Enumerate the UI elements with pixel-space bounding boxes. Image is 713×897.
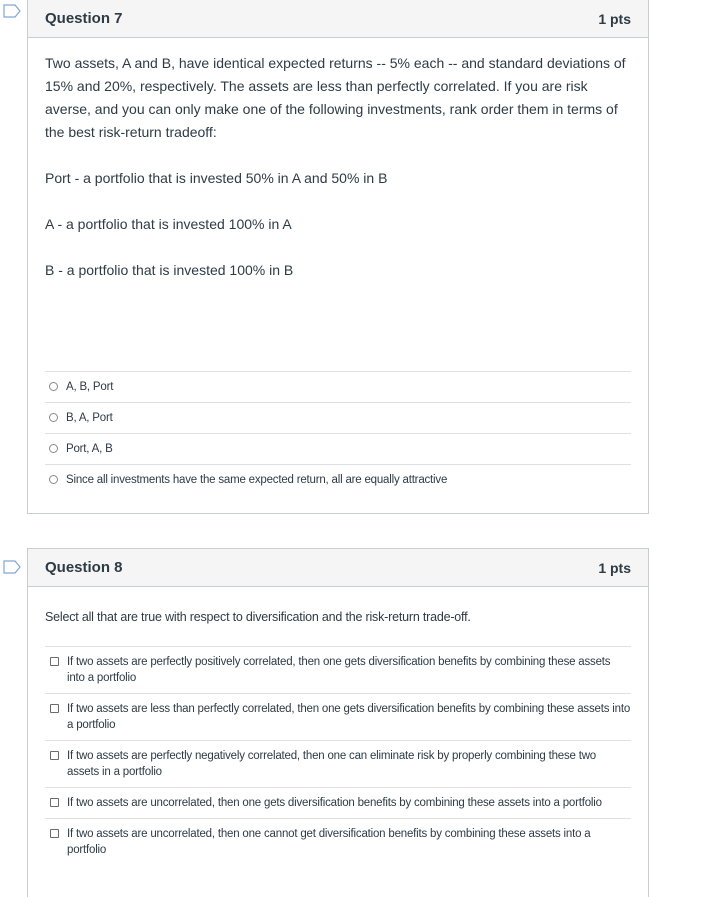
question-text-b: B - a portfolio that is invested 100% in B — [45, 262, 294, 278]
radio-button[interactable] — [49, 475, 58, 484]
question-header — [28, 0, 648, 38]
answer-option[interactable] — [45, 465, 631, 495]
answer-label: Port, A, B — [66, 443, 113, 455]
question-text: Select all that are true with respect to diversification and the risk-return trade-off. — [45, 610, 471, 624]
answer-label: B, A, Port — [66, 412, 113, 424]
answer-label: If two assets are perfectly positively correlated, then one gets diversification benefits by combining these assets into a portfolio — [67, 656, 611, 684]
radio-button[interactable] — [49, 413, 58, 422]
radio-button[interactable] — [49, 444, 58, 453]
answer-label: Since all investments have the same expected return, all are equally attractive — [66, 474, 448, 486]
answer-label: If two assets are perfectly negatively correlated, then one can eliminate risk by properly combining these two assets in a portfolio — [67, 750, 597, 778]
answer-option[interactable] — [45, 819, 631, 865]
question-title: Question 8 — [45, 559, 123, 576]
answer-option[interactable] — [45, 788, 631, 819]
checkbox[interactable] — [50, 829, 59, 838]
answer-option[interactable] — [45, 403, 631, 434]
question-text-a: A - a portfolio that is invested 100% in A — [45, 216, 292, 232]
answer-label: A, B, Port — [66, 381, 114, 393]
answer-label: If two assets are uncorrelated, then one gets diversification benefits by combining these assets into a portfolio — [67, 797, 602, 809]
answer-option[interactable] — [45, 434, 631, 465]
answer-label: If two assets are uncorrelated, then one cannot get diversification benefits by combining these assets into a portfolio — [67, 828, 591, 856]
answer-option[interactable] — [45, 372, 631, 403]
question-title: Question 7 — [45, 10, 123, 27]
question-body — [28, 52, 648, 495]
radio-button[interactable] — [49, 382, 58, 391]
question-7 — [27, 0, 649, 514]
question-body — [28, 606, 648, 865]
answer-label: If two assets are less than perfectly correlated, then one gets diversification benefits by combining these assets into a portfolio — [67, 703, 631, 731]
answer-option[interactable] — [45, 694, 631, 741]
answer-list — [45, 371, 631, 495]
question-points: 1 pts — [598, 559, 631, 576]
question-text: Two assets, A and B, have identical expected returns -- 5% each -- and standard deviations of 15% and 20%, respectively. The assets are less than perfectly correlated. If you are risk averse, and you can only make one of the following investments, rank order them in terms of the best risk-return tradeoff: — [45, 55, 626, 140]
question-text-port: Port - a portfolio that is invested 50% in A and 50% in B — [45, 170, 388, 186]
question-8 — [27, 548, 649, 897]
checkbox[interactable] — [50, 751, 59, 760]
answer-option[interactable] — [45, 647, 631, 694]
checkbox[interactable] — [50, 704, 59, 713]
flag-question-icon[interactable] — [3, 560, 21, 574]
question-header — [28, 549, 648, 587]
flag-question-icon[interactable] — [3, 4, 21, 18]
answer-option[interactable] — [45, 741, 631, 788]
checkbox[interactable] — [50, 798, 59, 807]
checkbox[interactable] — [50, 657, 59, 666]
answer-list — [45, 646, 631, 865]
question-points: 1 pts — [598, 10, 631, 27]
